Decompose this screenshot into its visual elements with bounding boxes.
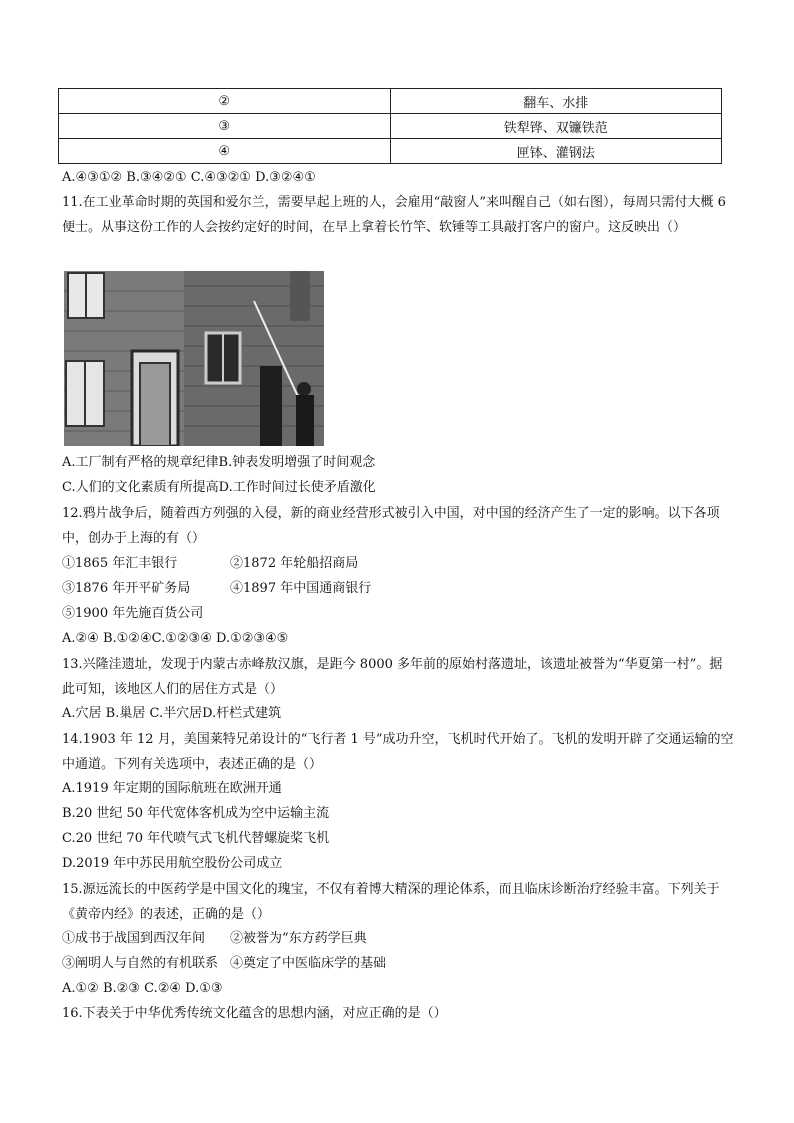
invention-table: [58, 88, 722, 164]
q13-options: A.穴居 B.巢居 C.半穴居D.杆栏式建筑: [62, 706, 282, 721]
q14-option-b: B.20 世纪 50 年代宽体客机成为空中运输主流: [62, 806, 330, 821]
q12-item3: ③1876 年开平矿务局: [62, 581, 191, 596]
q14-option-c: C.20 世纪 70 年代喷气式飞机代替螺旋桨飞机: [62, 831, 330, 846]
q14-option-a: A.1919 年定期的国际航班在欧洲开通: [62, 781, 282, 796]
table-cell-number: ②: [59, 89, 391, 114]
q15-item1: ①成书于战国到西汉年间: [62, 931, 206, 946]
q14-option-d: D.2019 年中苏民用航空股份公司成立: [62, 856, 283, 871]
q15-item2: ②被誉为“东方药学巨典: [230, 931, 367, 946]
q15-stem: 15.源远流长的中医药学是中国文化的瑰宝，不仅有着博大精深的理论体系，而且临床诊断治疗经验丰富。下列关于《黄帝内经》的表述，正确的是（）: [62, 882, 720, 922]
table-row: [59, 89, 722, 114]
q12-item4: ④1897 年中国通商银行: [230, 581, 372, 596]
table-cell-number: ③: [59, 114, 391, 139]
photo-illustration: [64, 271, 324, 446]
knocker-up-photo: [64, 271, 324, 446]
q12-options: A.②④ B.①②④C.①②③④ D.①②③④⑤: [62, 631, 289, 646]
table-cell-text: 翻车、水排: [390, 89, 722, 114]
q12-item2: ②1872 年轮船招商局: [230, 556, 359, 571]
q12-stem: 12.鸦片战争后，随着西方列强的入侵，新的商业经营形式被引入中国，对中国的经济产生了一定的影响。以下各项中，创办于上海的有（）: [62, 506, 720, 546]
q12-item5: ⑤1900 年先施百货公司: [62, 606, 204, 621]
q15-options: A.①② B.②③ C.②④ D.①③: [62, 981, 223, 996]
q16-stem: 16.下表关于中华优秀传统文化蕴含的思想内涵，对应正确的是（）: [62, 1006, 447, 1021]
table-cell-number: ④: [59, 139, 391, 164]
q13-stem: 13.兴隆洼遗址，发现于内蒙古赤峰敖汉旗，是距今 8000 多年前的原始村落遗址，该遗址被誉为“华夏第一村”。据此可知，该地区人们的居住方式是（）: [62, 657, 723, 697]
table-cell-text: 匣钵、灌钢法: [390, 139, 722, 164]
q15-item3: ③阐明人与自然的有机联系: [62, 956, 219, 971]
q11-options-line2: C.人们的文化素质有所提高D.工作时间过长使矛盾激化: [62, 480, 376, 495]
table-row: [59, 139, 722, 164]
table-cell-text: 铁犁铧、双镰铁范: [390, 114, 722, 139]
q14-stem: 14.1903 年 12 月，美国莱特兄弟设计的“飞行者 1 号”成功升空，飞机时代开始了。飞机的发明开辟了交通运输的空中通道。下列有关选项中，表述正确的是（）: [62, 732, 734, 772]
table-row: [59, 114, 722, 139]
q10-options: A.④③①② B.③④②① C.④③②① D.③②④①: [62, 170, 316, 185]
q12-item1: ①1865 年汇丰银行: [62, 556, 178, 571]
q11-options-line1: A.工厂制有严格的规章纪律B.钟表发明增强了时间观念: [62, 455, 376, 470]
q11-stem: 11.在工业革命时期的英国和爱尔兰，需要早起上班的人，会雇用“敲窗人”来叫醒自己（如右图），每周只需付大概 6 便士。从事这份工作的人会按约定好的时间，在早上拿着长竹竿、软锤等工具敲打客户的窗户。这反映出（）: [62, 195, 726, 235]
q15-item4: ④奠定了中医临床学的基础: [230, 956, 387, 971]
